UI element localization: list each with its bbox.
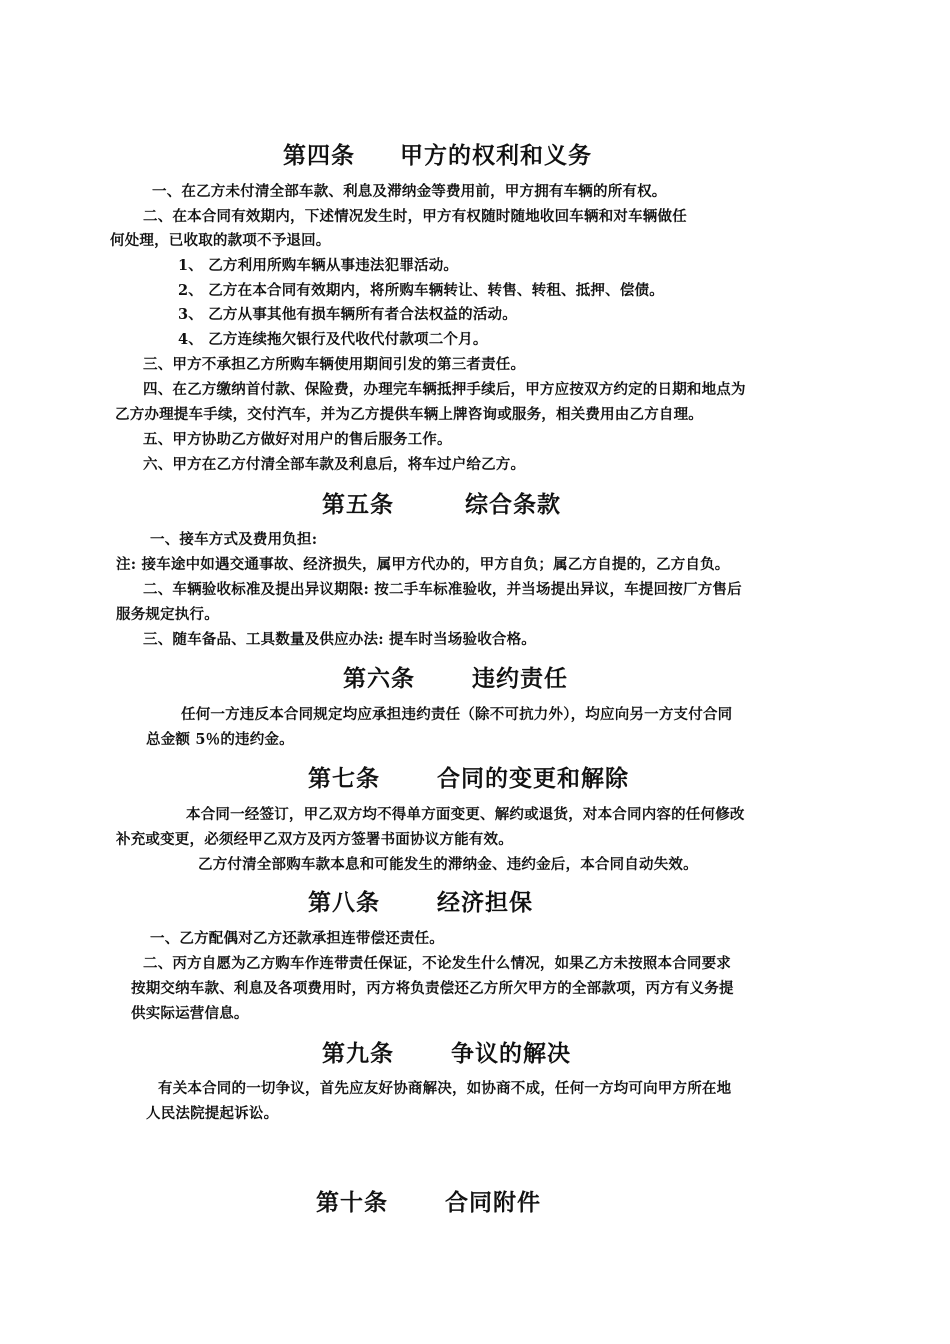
article-4-heading	[283, 137, 592, 170]
art4-clause-4a: 四、在乙方缴纳首付款、保险费，办理完车辆抵押手续后，甲方应按双方约定的日期和地点为	[143, 381, 746, 398]
article-8-heading	[308, 884, 533, 917]
art9-text-a: 有关本合同的一切争议，首先应友好协商解决，如协商不成，任何一方均可向甲方所在地	[158, 1080, 732, 1097]
art4-sub-1: 1、 乙方利用所购车辆从事违法犯罪活动。	[178, 257, 459, 274]
article-5-number: 第五条	[322, 491, 394, 518]
art5-clause-2a: 二、车辆验收标准及提出异议期限: 按二手车标准验收，并当场提出异议，车提回按厂方售后	[143, 581, 742, 598]
art5-clause-2b: 服务规定执行。	[116, 606, 219, 623]
article-5-heading	[322, 486, 561, 519]
article-6-number: 第六条	[343, 665, 415, 692]
art4-clause-2a: 二、在本合同有效期内，下述情况发生时，甲方有权随时随地收回车辆和对车辆做任	[143, 208, 687, 225]
article-8-number: 第八条	[308, 889, 380, 916]
art4-clause-1: 一、在乙方未付清全部车款、利息及滞纳金等费用前，甲方拥有车辆的所有权。	[152, 183, 667, 200]
art5-note: 注: 接车途中如遇交通事故、经济损失，属甲方代办的，甲方自负；属乙方自提的，乙方自负。	[116, 556, 730, 573]
art8-clause-2b: 按期交纳车款、利息及各项费用时，丙方将负责偿还乙方所欠甲方的全部款项，丙方有义务提	[131, 980, 734, 997]
article-4-title: 甲方的权利和义务	[400, 142, 593, 169]
article-10-heading	[316, 1184, 541, 1217]
article-4-number: 第四条	[283, 142, 355, 169]
art5-clause-3: 三、随车备品、工具数量及供应办法: 提车时当场验收合格。	[143, 631, 536, 648]
art4-clause-5: 五、甲方协助乙方做好对用户的售后服务工作。	[143, 431, 452, 448]
art5-clause-1: 一、接车方式及费用负担:	[150, 531, 318, 548]
art4-sub-4: 4、 乙方连续拖欠银行及代收代付款项二个月。	[178, 331, 488, 348]
art4-clause-3: 三、甲方不承担乙方所购车辆使用期间引发的第三者责任。	[143, 356, 526, 373]
art4-sub-3: 3、 乙方从事其他有损车辆所有者合法权益的活动。	[178, 306, 517, 323]
art8-clause-1: 一、乙方配偶对乙方还款承担连带偿还责任。	[150, 930, 444, 947]
art9-text-b: 人民法院提起诉讼。	[146, 1105, 279, 1122]
art8-clause-2a: 二、丙方自愿为乙方购车作连带责任保证，不论发生什么情况，如果乙方未按照本合同要求	[143, 955, 731, 972]
art6-text-b: 总金额 5％的违约金。	[146, 731, 294, 748]
article-10-title: 合同附件	[445, 1189, 542, 1216]
art4-clause-6: 六、甲方在乙方付清全部车款及利息后，将车过户给乙方。	[143, 456, 526, 473]
art4-clause-4b: 乙方办理提车手续，交付汽车，并为乙方提供车辆上牌咨询或服务，相关费用由乙方自理。	[115, 406, 703, 423]
article-9-heading	[322, 1035, 571, 1068]
article-5-title: 综合条款	[465, 491, 562, 518]
article-10-number: 第十条	[316, 1189, 388, 1216]
article-9-title: 争议的解决	[451, 1040, 572, 1067]
article-8-title: 经济担保	[437, 889, 534, 916]
article-7-title: 合同的变更和解除	[437, 765, 630, 792]
art4-sub-2: 2、 乙方在本合同有效期内，将所购车辆转让、转售、转租、抵押、偿债。	[178, 282, 664, 299]
art7-text-a: 本合同一经签订，甲乙双方均不得单方面变更、解约或退货，对本合同内容的任何修改	[186, 806, 745, 823]
article-6-title: 违约责任	[472, 665, 569, 692]
art6-text-a: 任何一方违反本合同规定均应承担违约责任（除不可抗力外），均应向另一方支付合同	[181, 706, 733, 723]
article-6-heading	[343, 660, 568, 693]
art8-clause-2c: 供实际运营信息。	[131, 1005, 249, 1022]
art7-text-b: 补充或变更，必须经甲乙双方及丙方签署书面协议方能有效。	[116, 831, 513, 848]
article-7-heading	[308, 760, 629, 793]
article-9-number: 第九条	[322, 1040, 394, 1067]
art7-text-2: 乙方付清全部购车款本息和可能发生的滞纳金、违约金后，本合同自动失效。	[198, 856, 698, 873]
art4-clause-2b: 何处理，已收取的款项不予退回。	[110, 232, 331, 249]
article-7-number: 第七条	[308, 765, 380, 792]
